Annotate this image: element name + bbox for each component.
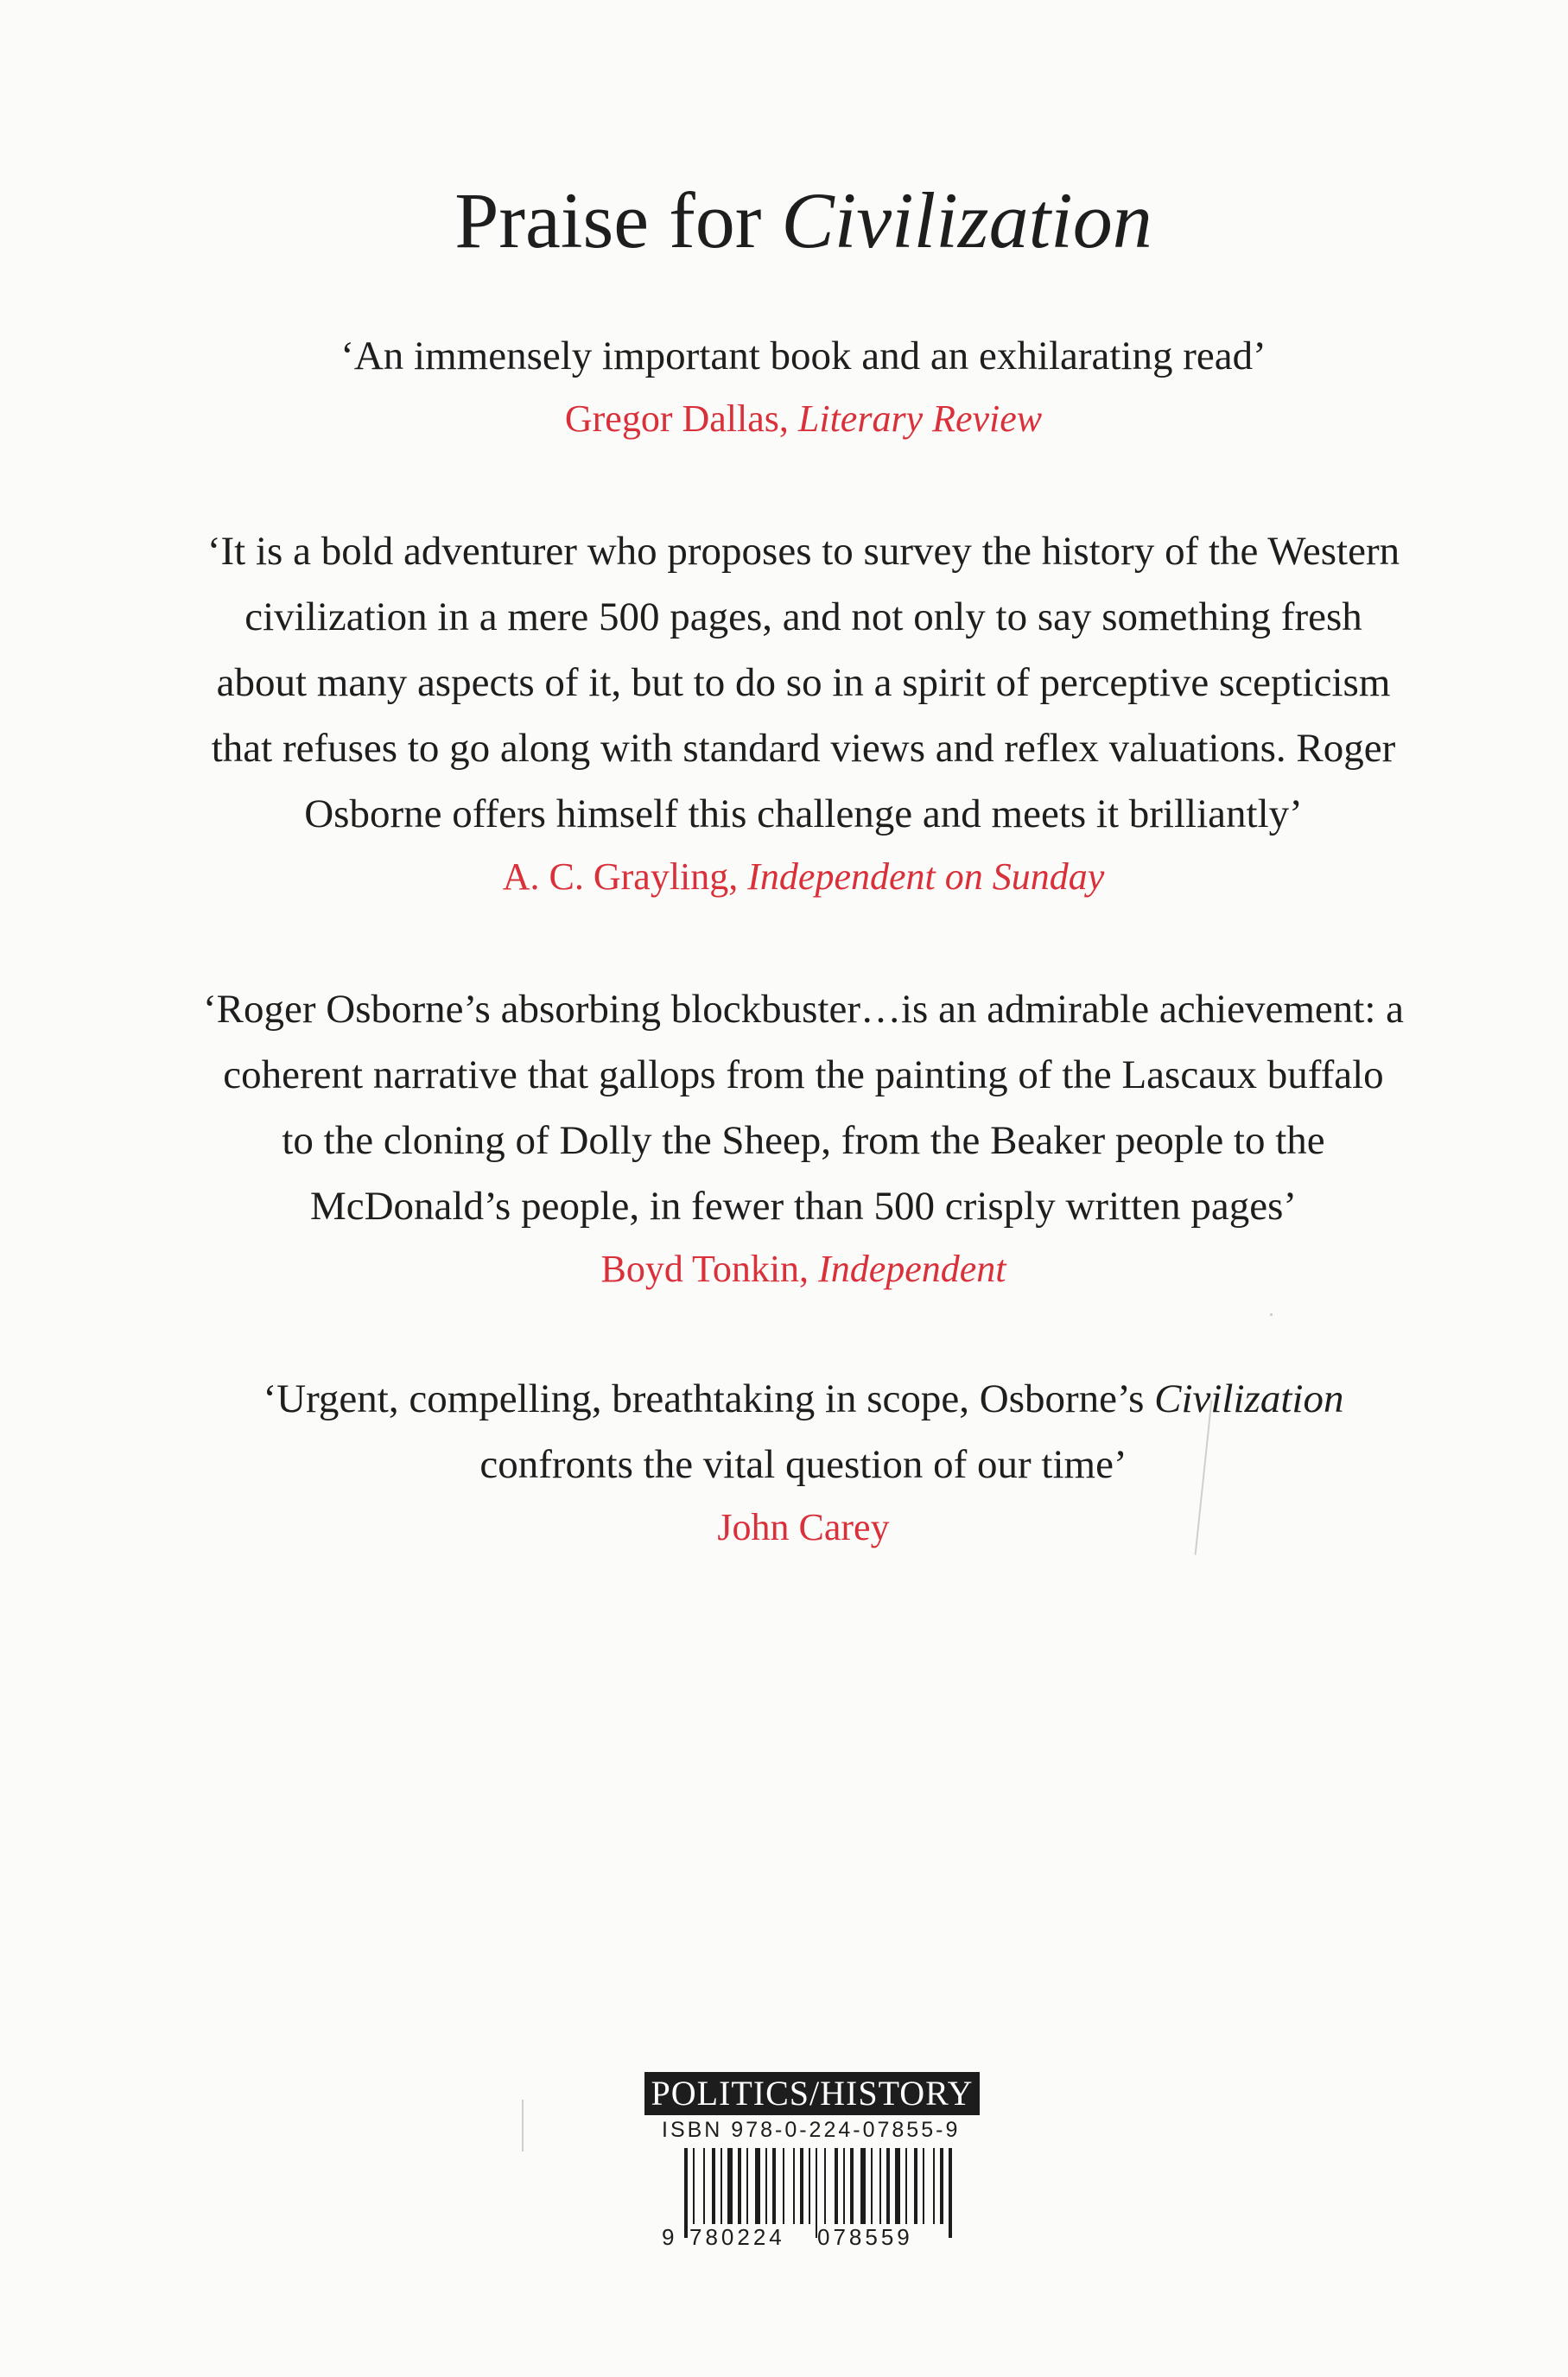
barcode-bar	[738, 2148, 741, 2224]
review	[130, 323, 1477, 449]
barcode-bar	[765, 2148, 767, 2224]
barcode-digit-lead: 9	[662, 2224, 675, 2248]
quote-line: McDonald’s people, in fewer than 500 crisply written pages’	[309, 1184, 1298, 1229]
quote-line: Osborne offers himself this challenge and meets it brilliantly’	[304, 791, 1303, 836]
reviewer-name: John Carey	[717, 1506, 890, 1548]
quote-line: confronts the vital question of our time’	[479, 1442, 1127, 1487]
barcode-bar	[684, 2148, 688, 2238]
review-attribution	[130, 1497, 1477, 1558]
quoted-book-title: Civilization	[1154, 1376, 1344, 1421]
review	[130, 518, 1477, 907]
barcode-bar	[923, 2148, 924, 2224]
isbn-label: ISBN 978-0-224-07855-9	[662, 2118, 961, 2142]
barcode-bar	[772, 2148, 776, 2224]
barcode-block	[644, 2072, 980, 2248]
review-quote	[130, 1366, 1477, 1497]
reviewer-name: A. C. Grayling,	[502, 855, 748, 898]
barcode-bar	[783, 2148, 784, 2224]
barcode-bar	[886, 2148, 890, 2224]
barcode-bar	[727, 2148, 733, 2224]
category-label: POLITICS/HISTORY	[644, 2072, 980, 2115]
review-source: Independent on Sunday	[747, 855, 1105, 898]
page-title	[0, 173, 1568, 268]
review-attribution	[130, 389, 1477, 449]
barcode-bar	[746, 2148, 748, 2224]
barcode-bar	[843, 2148, 845, 2224]
scan-artifact	[1270, 1313, 1273, 1316]
barcode-image	[644, 2145, 980, 2248]
barcode-bar	[693, 2148, 695, 2224]
review-attribution	[130, 1239, 1477, 1300]
barcode-digits-right: 078559	[817, 2224, 913, 2248]
review-quote	[130, 976, 1477, 1239]
barcode-bar	[712, 2148, 715, 2224]
title-prefix: Praise for	[454, 176, 782, 264]
review-source: Literary Review	[797, 397, 1043, 440]
barcode-bar	[933, 2148, 935, 2224]
book-title: Civilization	[781, 176, 1152, 264]
quote-line: ‘Urgent, compelling, breathtaking in scope, Osborne’s	[263, 1376, 1155, 1421]
barcode-digits-left: 780224	[689, 2224, 785, 2248]
barcode-bar	[905, 2148, 907, 2224]
quote-line: ‘It is a bold adventurer who proposes to survey the history of the Western	[206, 529, 1400, 574]
barcode-bar	[860, 2148, 866, 2224]
quote-line: that refuses to go along with standard views and reflex valuations. Roger	[211, 726, 1396, 771]
review-attribution	[130, 847, 1477, 907]
barcode-bar	[755, 2148, 760, 2224]
barcode-bar	[703, 2148, 705, 2224]
barcode-bar	[879, 2148, 881, 2224]
quote-line: to the cloning of Dolly the Sheep, from the Beaker people to the	[282, 1118, 1325, 1163]
barcode-bar	[940, 2148, 943, 2224]
barcode-bar	[721, 2148, 722, 2224]
barcode-bar	[871, 2148, 873, 2224]
quote-line: coherent narrative that gallops from the painting of the Lascaux buffalo	[223, 1052, 1384, 1097]
scan-artifact	[522, 2100, 524, 2151]
quote-line: about many aspects of it, but to do so in a spirit of perceptive scepticism	[216, 660, 1391, 705]
barcode-bar	[895, 2148, 900, 2224]
review-source: Independent	[818, 1248, 1006, 1290]
barcode-bar	[850, 2148, 854, 2224]
quote-line: civilization in a mere 500 pages, and not only to say something fresh	[244, 594, 1362, 639]
review-quote	[130, 518, 1477, 847]
quote-line: ‘Roger Osborne’s absorbing blockbuster…is an admirable achievement: a	[202, 987, 1404, 1032]
barcode-bar	[914, 2148, 917, 2224]
barcode-bar	[949, 2148, 952, 2238]
barcode-bar	[835, 2148, 838, 2224]
review	[130, 1366, 1477, 1558]
reviewer-name: Gregor Dallas,	[564, 397, 798, 440]
review-quote: ‘An immensely important book and an exhilarating read’	[340, 334, 1266, 378]
barcode-bar	[793, 2148, 795, 2224]
review	[130, 976, 1477, 1300]
barcode-bar	[800, 2148, 803, 2224]
barcode-bar	[809, 2148, 810, 2224]
barcode-bar	[824, 2148, 826, 2224]
reviewer-name: Boyd Tonkin,	[600, 1248, 819, 1290]
